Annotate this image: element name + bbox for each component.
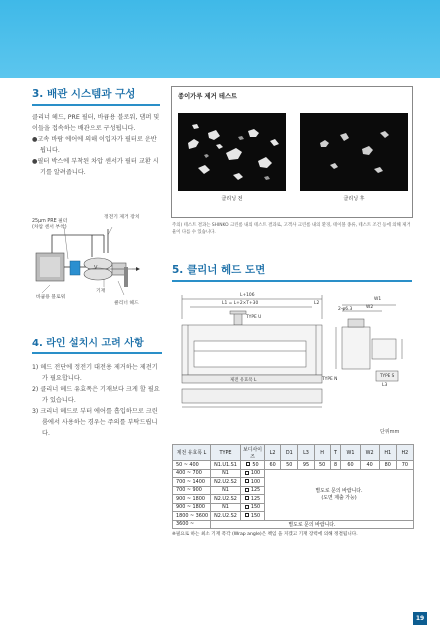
- cell-type: N2.U2.S2: [211, 512, 241, 521]
- cell-range: 50 ~ 400: [173, 461, 211, 470]
- dim-w1: W1: [374, 297, 382, 302]
- col-header: H1: [379, 445, 396, 461]
- square-icon: [246, 462, 250, 466]
- type-n-label: TYPE N: [322, 377, 338, 382]
- label-board: 기재: [96, 289, 106, 294]
- test-note: 주의) 테스트 결과는 SHINKO 크린룸 내의 테스트 결과로, 고객사 크린룸 내의 환경, 테이블 종류, 테스트 조건 등에 의해 제거율이 다를 수 있습니다.: [172, 223, 411, 235]
- cleaner-head-drawing-svg: [176, 289, 414, 414]
- square-icon: [245, 479, 249, 483]
- cell-d1: 50: [281, 461, 298, 470]
- col-header: 보디사이즈: [241, 445, 265, 461]
- cell-body: 100: [241, 478, 265, 487]
- cell-w1: 60: [341, 461, 360, 470]
- label-static-eliminator: 정전기 제거 장치: [104, 215, 140, 220]
- dim-l3: L3: [382, 383, 388, 388]
- cell-h1: 80: [379, 461, 396, 470]
- cell-t: 8: [330, 461, 341, 470]
- cell-h: 50: [314, 461, 330, 470]
- cell-type: N1: [211, 469, 241, 478]
- label-cleaner-head: 클리너 헤드: [114, 301, 139, 306]
- col-header: TYPE: [211, 445, 241, 461]
- last-note-cell: 별도로 문의 바랍니다.: [211, 520, 414, 529]
- cell-range: 700 ~ 900: [173, 486, 211, 495]
- type-s-label: TYPE S: [380, 373, 395, 378]
- table-header-row: [173, 445, 414, 461]
- unit-label: 단위mm: [380, 429, 400, 435]
- dim-w2: W2: [366, 305, 374, 310]
- before-caption: 클리닝 전: [221, 196, 243, 202]
- cell-w2: 40: [360, 461, 379, 470]
- piping-diagram: [32, 205, 162, 305]
- cell-body: 125: [241, 486, 265, 495]
- cell-range: 900 ~ 1800: [173, 503, 211, 512]
- dim-l1: L1 = L+2×T+30: [222, 301, 259, 306]
- table-row: [173, 461, 414, 470]
- cell-h2: 70: [396, 461, 413, 470]
- section-5-title: 5. 클리너 헤드 도면: [172, 262, 412, 282]
- col-header: H: [314, 445, 330, 461]
- label-vacuum-blower: 바큠용 블로워: [36, 295, 66, 300]
- after-caption: 클리닝 후: [343, 196, 365, 202]
- col-header: T: [330, 445, 341, 461]
- col-header: W2: [360, 445, 379, 461]
- cell-body: 100: [241, 469, 265, 478]
- effective-width-label: 제전 유효폭 L: [230, 378, 257, 383]
- col-header: 제전 유효폭 L: [173, 445, 211, 461]
- cell-type: N1: [211, 486, 241, 495]
- cell-type: N1.U1.S1: [211, 461, 241, 470]
- col-header: W1: [341, 445, 360, 461]
- cell-body: 50: [241, 461, 265, 470]
- merged-note-cell: [265, 469, 414, 520]
- cell-body: 150: [241, 512, 265, 521]
- cell-type: N2.U2.S2: [211, 478, 241, 487]
- cell-body: 125: [241, 495, 265, 504]
- cleaner-head-drawing: [176, 289, 414, 414]
- spec-table: [172, 444, 414, 529]
- cell-range: 400 ~ 700: [173, 469, 211, 478]
- section-3-title: 3. 배관 시스템과 구성: [32, 86, 160, 106]
- section-3-bullet-2: ●필터 박스에 부착된 차압 센서가 필터 교환 시기를 알려줍니다.: [32, 158, 159, 176]
- merged-note-1: 별도로 문의 바랍니다.: [315, 487, 363, 494]
- square-icon: [245, 496, 249, 500]
- table-row: [173, 520, 414, 529]
- cell-range: 1800 ~ 3600: [173, 512, 211, 521]
- before-cleaning-photo: [178, 113, 286, 191]
- label-v: V: [94, 265, 98, 271]
- col-header: L2: [265, 445, 281, 461]
- col-header: H2: [396, 445, 413, 461]
- cell-range: 3600 ~: [173, 520, 211, 529]
- pre-filter-box: [70, 261, 80, 275]
- section-4-item-2: 2) 클리너 헤드 유효폭은 기재보다 크게 할 필요가 있습니다.: [32, 386, 160, 404]
- header-band: [0, 0, 440, 78]
- paper-dust-test-box: [171, 86, 413, 218]
- cell-body: 150: [241, 503, 265, 512]
- cell-range: 900 ~ 1800: [173, 495, 211, 504]
- after-cleaning-photo: [300, 113, 408, 191]
- dim-l2: L2: [314, 301, 320, 306]
- cell-type: N1: [211, 503, 241, 512]
- section-3-bullet-1: ●고속 바람 에어에 의해 이입자가 필터로 운반됩니다.: [32, 136, 157, 154]
- cell-l3: 95: [298, 461, 314, 470]
- type-u-label: TYPE U: [246, 315, 262, 320]
- merged-note-2: (도면 제출 가능): [321, 494, 357, 501]
- dim-l106: L+106: [240, 293, 255, 298]
- dim-phi: 2-φ6.3: [338, 307, 353, 312]
- page-number: 19: [413, 612, 427, 625]
- col-header: L3: [298, 445, 314, 461]
- test-box-title: 종이가루 제거 테스트: [178, 93, 238, 100]
- square-icon: [245, 471, 249, 475]
- square-icon: [245, 513, 249, 517]
- cell-range: 700 ~ 1400: [173, 478, 211, 487]
- section-4-item-1: 1) 헤드 전단에 정전기 대전용 제거하는 제전기가 필요합니다.: [32, 364, 158, 382]
- section-4: [32, 334, 162, 439]
- col-header: D1: [281, 445, 298, 461]
- cell-l2: 60: [265, 461, 281, 470]
- table-row: [173, 469, 414, 478]
- label-pre-filter: 25μm PRE 필터 (차압 센서 부착): [32, 219, 68, 230]
- section-3-paragraph: 클리너 헤드, PRE 필터, 바큠용 블로워, 댐퍼 및 이들을 접속하는 배관으로 구성됩니다.: [32, 114, 160, 132]
- square-icon: [245, 488, 249, 492]
- cell-type: N2.U2.S2: [211, 495, 241, 504]
- square-icon: [245, 505, 249, 509]
- section-4-item-3: 3) 크리너 헤드로 부터 에어를 흡입하므로 크린룸에서 사용하는 경우는 주의를 부탁드립니다.: [32, 408, 158, 437]
- section-3: [32, 86, 160, 178]
- section-4-title: 4. 라인 설치시 고려 사항: [32, 334, 162, 354]
- table-footnote: ※필요로 하는 최소 기재 폭각 (Wrap angle)은 책임 을 지겠고 기재 장력에 의해 정결됩니다.: [172, 532, 358, 537]
